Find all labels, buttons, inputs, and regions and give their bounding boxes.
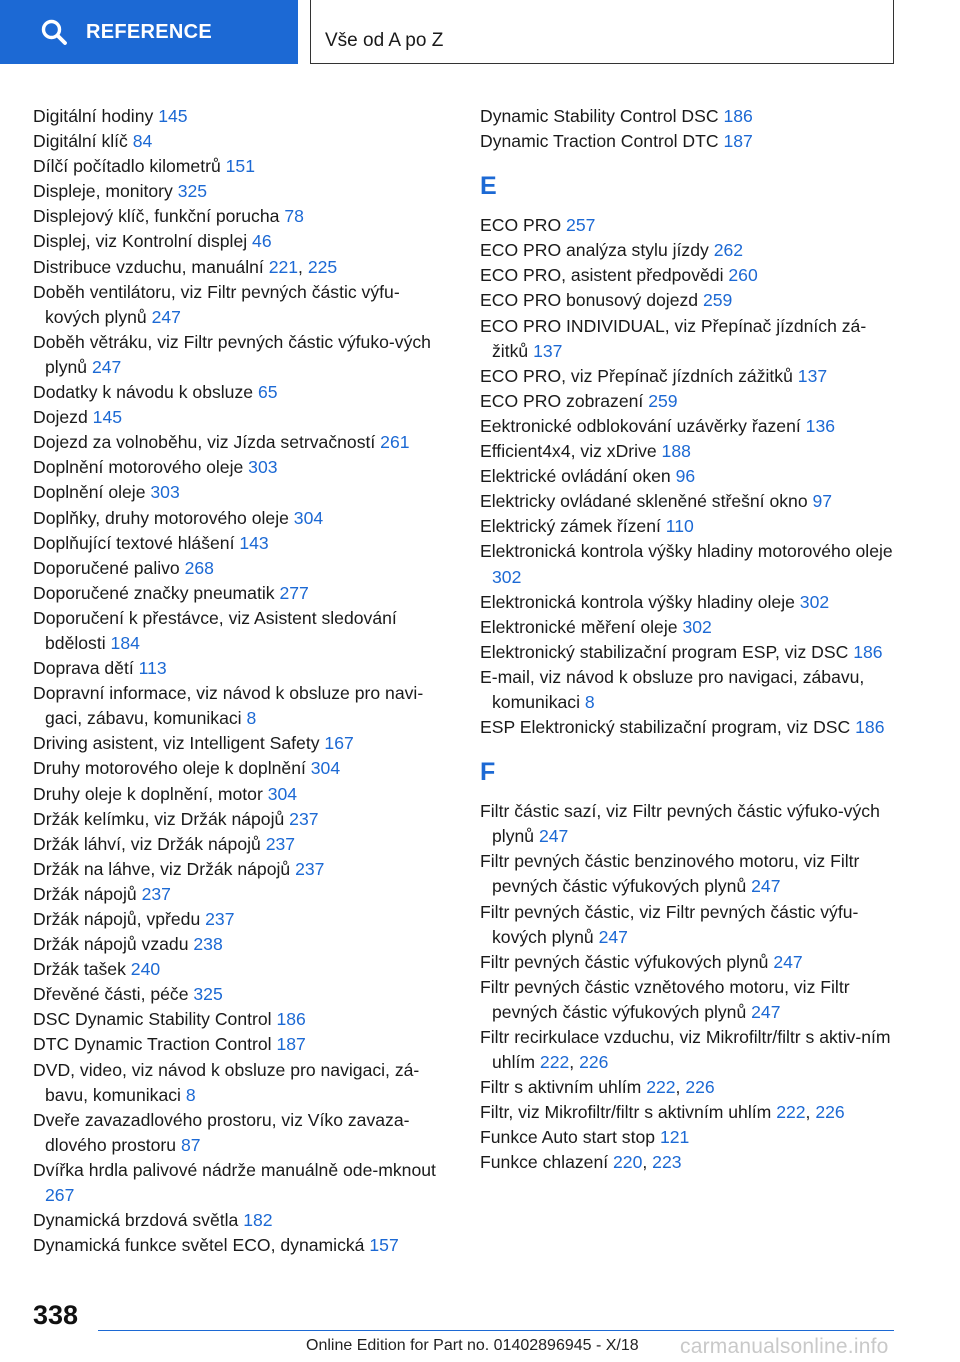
index-entry-text: Filtr, viz Mikrofiltr/filtr s aktivním uhlím xyxy=(480,1102,777,1123)
page-link[interactable]: 302 xyxy=(682,616,712,637)
page-link[interactable]: 221 xyxy=(268,256,299,277)
page-link[interactable]: 262 xyxy=(713,240,744,261)
index-entry-text: Držák tašek xyxy=(33,959,131,980)
index-entry-text: Dojezd za volnoběhu, viz Jízda setrvačností xyxy=(33,432,381,453)
index-entry-text: Distribuce vzduchu, manuální xyxy=(33,256,269,277)
index-entry xyxy=(480,489,900,514)
index-entry xyxy=(33,1032,453,1057)
index-entry: Filtr recirkulace vzduchu, viz Mikrofiltr/filtr s aktiv‐ním uhlím 222, 226 xyxy=(480,1027,891,1073)
index-entry: Funkce chlazení 220, 223 xyxy=(480,1152,682,1173)
page-link[interactable]: 8 xyxy=(584,691,595,712)
page-link[interactable]: 302 xyxy=(799,591,830,612)
page-link[interactable]: 247 xyxy=(151,306,181,327)
index-entry-text: Elektronická kontrola výšky hladiny oleje xyxy=(480,591,800,612)
index-entry xyxy=(33,932,453,957)
page-link[interactable]: 237 xyxy=(205,909,235,929)
page-link[interactable]: 304 xyxy=(310,758,341,779)
index-entry xyxy=(480,129,900,154)
page-link[interactable]: 113 xyxy=(138,658,167,679)
index-entry-text: Eektronické odblokování uzávěrky řazení xyxy=(480,415,806,436)
index-entry-text: Dodatky k návodu k obsluze xyxy=(33,382,258,403)
index-entry xyxy=(33,982,453,1007)
index-entry xyxy=(33,1108,453,1158)
page-link[interactable]: 277 xyxy=(279,582,309,603)
index-entry xyxy=(33,330,453,380)
index-entry xyxy=(480,414,900,439)
index-entry xyxy=(480,389,900,414)
index-entry xyxy=(33,455,453,480)
index-entry-text: Driving asistent, viz Intelligent Safety xyxy=(33,733,325,754)
index-entry xyxy=(480,514,900,539)
index-entry-text: Elektricky ovládané skleněné střešní okno xyxy=(480,491,813,512)
index-entry xyxy=(33,731,453,756)
index-entry xyxy=(33,1058,453,1108)
index-entry xyxy=(480,900,900,950)
page-link[interactable]: 261 xyxy=(380,432,410,453)
index-entry xyxy=(480,715,900,740)
index-entry-text: Elektronický stabilizační program ESP, viz DSC xyxy=(480,641,854,662)
index-entry-text: Doběh větráku, viz Filtr pevných částic výfuko‐vých plynů xyxy=(33,331,431,377)
index-entry-text: Filtr s aktivním uhlím xyxy=(480,1077,647,1098)
page-link[interactable]: 247 xyxy=(91,356,122,377)
index-entry-text: ECO PRO xyxy=(480,215,567,236)
page-link[interactable]: 137 xyxy=(533,340,563,361)
page-link[interactable]: 325 xyxy=(193,984,223,1005)
page-link[interactable]: 8 xyxy=(185,1084,196,1105)
page-link[interactable]: 325 xyxy=(177,181,208,202)
footer-edition: Online Edition for Part no. 01402896945 - X/18 xyxy=(306,1337,639,1354)
page-number: 338 xyxy=(33,1300,79,1330)
index-entry-text: Elektronické měření oleje xyxy=(480,616,683,637)
index-entry-text: Držák láhví, viz Držák nápojů xyxy=(33,833,266,854)
section-tab-title: Vše od A po Z xyxy=(325,30,444,51)
index-entry xyxy=(33,229,453,254)
index-entry xyxy=(480,539,900,589)
page-link[interactable]: 222 xyxy=(646,1077,676,1098)
page-link[interactable]: 186 xyxy=(853,641,883,662)
index-entry xyxy=(33,204,453,229)
index-entry-text: Doběh ventilátoru, viz Filtr pevných částic výfu‐kových plynů xyxy=(33,281,400,327)
index-entry-text: Dopravní informace, viz návod k obsluze pro navi‐gaci, zábavu, komunikaci xyxy=(33,683,424,729)
page-link[interactable]: 96 xyxy=(675,466,696,487)
index-entry-text: Digitální klíč xyxy=(33,131,133,152)
index-entry-text: Doporučené palivo xyxy=(33,557,185,578)
index-list-f xyxy=(480,799,900,1175)
index-entry-text: ECO PRO, viz Přepínač jízdních zážitků xyxy=(480,365,798,386)
index-list-d-continued xyxy=(480,104,900,154)
index-entry-text: Doplnění motorového oleje xyxy=(33,457,249,478)
page-link[interactable]: 268 xyxy=(184,557,214,578)
page-link[interactable]: 226 xyxy=(579,1052,609,1073)
index-entry xyxy=(33,756,453,781)
top-bar xyxy=(0,0,960,66)
index-list-d xyxy=(33,104,453,1258)
index-entry xyxy=(33,1208,453,1233)
page-link[interactable]: 225 xyxy=(307,256,338,277)
page-link[interactable]: 247 xyxy=(773,951,803,972)
index-entry-text: Funkce Auto start stop xyxy=(480,1127,660,1148)
index-entry-text: Doprava dětí xyxy=(33,658,139,679)
index-entry xyxy=(33,857,453,882)
page-link[interactable]: 237 xyxy=(265,833,296,854)
page-link[interactable]: 65 xyxy=(257,382,278,403)
index-entry xyxy=(33,380,453,405)
page-link[interactable]: 110 xyxy=(665,516,694,537)
index-entry xyxy=(33,681,453,731)
index-entry xyxy=(33,430,453,455)
index-entry xyxy=(480,849,900,899)
page-link[interactable]: 240 xyxy=(130,959,161,980)
page-link[interactable]: 304 xyxy=(293,507,324,528)
index-entry-text: Druhy oleje k doplnění, motor xyxy=(33,783,268,804)
index-entry xyxy=(480,439,900,464)
index-entry-text: Filtr částic sazí, viz Filtr pevných částic výfuko‐vých plynů xyxy=(480,801,880,847)
page-link[interactable]: 237 xyxy=(289,808,319,829)
page-link[interactable]: 8 xyxy=(246,708,257,729)
index-entry xyxy=(33,506,453,531)
page-link[interactable]: 46 xyxy=(252,231,272,252)
index-entry xyxy=(33,154,453,179)
index-entry-text: DTC Dynamic Traction Control xyxy=(33,1034,277,1055)
page-link[interactable]: 223 xyxy=(652,1152,682,1173)
index-entry xyxy=(480,640,900,665)
page-link[interactable]: 222 xyxy=(539,1052,570,1073)
index-entry-text: Elektrické ovládání oken xyxy=(480,466,676,487)
reference-button[interactable] xyxy=(0,0,298,64)
index-entry xyxy=(480,213,900,238)
page-link[interactable]: 145 xyxy=(158,106,188,126)
index-entry-text: Dvířka hrdla palivové nádrže manuálně ode‐mknout xyxy=(33,1159,436,1180)
index-entry-text: Displejový klíč, funkční porucha xyxy=(33,206,285,227)
index-entry-text: Displeje, monitory xyxy=(33,181,178,202)
page-link[interactable]: 259 xyxy=(702,290,733,311)
index-entry-text: Dveře zavazadlového prostoru, viz Víko zavaza‐dlového prostoru xyxy=(33,1109,410,1155)
page-link[interactable]: 78 xyxy=(284,206,304,227)
index-entry xyxy=(33,907,453,932)
index-entry-text: Elektrický zámek řízení xyxy=(480,516,666,537)
page-link[interactable]: 186 xyxy=(723,106,753,126)
index-entry-text: Filtr pevných částic výfukových plynů xyxy=(480,951,774,972)
page-link[interactable]: 237 xyxy=(295,858,325,879)
page-link[interactable]: 184 xyxy=(110,632,140,653)
index-entry xyxy=(33,606,453,656)
page-link[interactable]: 137 xyxy=(797,365,828,386)
index-entry xyxy=(480,975,900,1025)
page-link[interactable]: 247 xyxy=(751,876,781,897)
page-link[interactable]: 247 xyxy=(538,826,569,847)
index-entry-text: Doplňky, druhy motorového oleje xyxy=(33,507,294,528)
page-link[interactable]: 237 xyxy=(141,883,171,904)
page-link[interactable]: 188 xyxy=(661,441,691,462)
page-link[interactable]: 187 xyxy=(276,1034,306,1055)
index-entry-text: ECO PRO INDIVIDUAL, viz Přepínač jízdních zá‐žitků xyxy=(480,315,867,361)
index-entry-text: Druhy motorového oleje k doplnění xyxy=(33,758,311,779)
page-link[interactable]: 97 xyxy=(812,491,833,512)
index-entry-text: DSC Dynamic Stability Control xyxy=(33,1009,277,1030)
index-entry xyxy=(33,656,453,681)
index-entry-text: ECO PRO analýza stylu jízdy xyxy=(480,240,714,261)
page-link[interactable]: 186 xyxy=(276,1009,306,1030)
index-entry-text: Dojezd xyxy=(33,407,93,428)
index-entry: Distribuce vzduchu, manuální 221, 225 xyxy=(33,256,338,277)
page-link[interactable]: 303 xyxy=(150,482,180,503)
index-entry-text: Držák nápojů vzadu xyxy=(33,934,194,955)
index-entry xyxy=(480,104,900,129)
section-letter-f: F xyxy=(480,758,496,787)
index-entry xyxy=(33,531,453,556)
page-link[interactable]: 226 xyxy=(815,1102,845,1123)
index-entry xyxy=(33,581,453,606)
index-entry-text: Držák na láhve, viz Držák nápojů xyxy=(33,858,296,879)
index-entry-text: Dynamická funkce světel ECO, dynamická xyxy=(33,1235,370,1256)
index-entry-text: Držák kelímku, viz Držák nápojů xyxy=(33,808,290,829)
index-entry-text: Doplnění oleje xyxy=(33,482,151,503)
index-entry xyxy=(480,464,900,489)
index-entry xyxy=(480,665,900,715)
index-entry xyxy=(480,288,900,313)
page-link[interactable]: 260 xyxy=(728,265,758,286)
page-link[interactable]: 87 xyxy=(180,1134,201,1155)
index-entry-text: ESP Elektronický stabilizační program, viz DSC xyxy=(480,717,856,738)
index-entry xyxy=(480,263,900,288)
index-entry xyxy=(33,129,453,154)
index-entry xyxy=(33,832,453,857)
index-entry xyxy=(33,179,453,204)
index-entry-text: Dřevěné části, péče xyxy=(33,984,194,1005)
index-entry xyxy=(480,364,900,389)
page-link[interactable]: 247 xyxy=(751,1001,781,1022)
page-link[interactable]: 267 xyxy=(45,1185,75,1206)
index-entry xyxy=(33,957,453,982)
index-entry xyxy=(33,480,453,505)
index-entry-text: ECO PRO, asistent předpovědi xyxy=(480,265,729,286)
index-entry-text: Filtr recirkulace vzduchu, viz Mikrofiltr/filtr s aktiv‐ním uhlím xyxy=(480,1027,891,1073)
page-link[interactable]: 220 xyxy=(613,1152,643,1173)
page-link[interactable]: 167 xyxy=(324,733,354,754)
index-entry xyxy=(33,405,453,430)
index-entry-text: Dynamic Traction Control DTC xyxy=(480,131,724,152)
index-entry xyxy=(480,314,900,364)
index-entry-text: Displej, viz Kontrolní displej xyxy=(33,231,253,252)
page-link[interactable]: 304 xyxy=(267,783,298,804)
page-link[interactable]: 143 xyxy=(239,532,269,553)
index-entry xyxy=(33,1158,453,1208)
page-link[interactable]: 151 xyxy=(225,156,255,177)
index-entry xyxy=(33,782,453,807)
page-link[interactable]: 259 xyxy=(648,390,678,411)
page-link[interactable]: 136 xyxy=(805,415,836,436)
index-entry xyxy=(33,807,453,832)
index-entry xyxy=(33,556,453,581)
index-entry-text: E-mail, viz návod k obsluze pro navigaci, zábavu, komunikaci xyxy=(480,666,865,712)
index-entry xyxy=(33,882,453,907)
index-entry xyxy=(33,1233,453,1258)
index-entry xyxy=(33,1007,453,1032)
page-link[interactable]: 121 xyxy=(659,1127,690,1148)
index-entry xyxy=(33,104,453,129)
index-entry-text: Doplňující textové hlášení xyxy=(33,532,240,553)
page-link[interactable]: 182 xyxy=(243,1210,273,1231)
index-entry-text: Dynamic Stability Control DSC xyxy=(480,106,724,126)
page-link[interactable]: 187 xyxy=(723,131,753,152)
index-entry-text: Držák nápojů xyxy=(33,883,142,904)
section-tab[interactable] xyxy=(310,0,894,64)
index-entry-text: Digitální hodiny xyxy=(33,106,159,126)
index-entry-text: Dílčí počítadlo kilometrů xyxy=(33,156,226,177)
index-entry-text: Elektronická kontrola výšky hladiny motorového oleje xyxy=(480,541,893,562)
index-entry-text: Doporučení k přestávce, viz Asistent sledování bdělosti xyxy=(33,607,397,653)
index-entry xyxy=(33,280,453,330)
index-entry: Filtr s aktivním uhlím 222, 226 xyxy=(480,1077,715,1098)
reference-label: REFERENCE xyxy=(86,20,213,43)
page-link[interactable]: 247 xyxy=(598,926,628,947)
page-link[interactable]: 157 xyxy=(369,1235,399,1256)
page-link[interactable]: 303 xyxy=(248,457,278,478)
search-icon xyxy=(40,18,68,46)
index-entry xyxy=(480,238,900,263)
index-entry xyxy=(480,590,900,615)
index-column-right xyxy=(480,104,900,1176)
page-link[interactable]: 226 xyxy=(685,1077,715,1098)
index-entry-text: Efficient4x4, viz xDrive xyxy=(480,441,662,462)
page-link[interactable]: 84 xyxy=(132,131,153,152)
page-link[interactable]: 238 xyxy=(193,934,223,955)
index-entry-text: Filtr pevných částic, viz Filtr pevných částic výfu‐kových plynů xyxy=(480,901,859,947)
page-link[interactable]: 186 xyxy=(855,717,885,738)
page-link[interactable]: 257 xyxy=(566,215,596,236)
index-entry xyxy=(480,799,900,849)
index-entry-text: ECO PRO zobrazení xyxy=(480,390,649,411)
page-link[interactable]: 222 xyxy=(776,1102,806,1123)
index-entry xyxy=(480,615,900,640)
index-entry-text: Filtr pevných částic benzinového motoru, viz Filtr pevných částic výfukových plynů xyxy=(480,851,860,897)
watermark: carmanualsonline.info xyxy=(680,1335,889,1358)
footer-divider xyxy=(98,1330,894,1331)
page-link[interactable]: 145 xyxy=(92,407,123,428)
index-entry-text: Filtr pevných částic vznětového motoru, viz Filtr pevných částic výfukových plynů xyxy=(480,976,850,1022)
index-entry-text: Dynamická brzdová světla xyxy=(33,1210,244,1231)
index-entry-text: Doporučené značky pneumatik xyxy=(33,582,280,603)
page-link[interactable]: 302 xyxy=(492,566,522,587)
index-entry-text: Držák nápojů, vpředu xyxy=(33,909,206,929)
index-entry xyxy=(480,1125,900,1150)
index-list-e xyxy=(480,213,900,740)
index-entry xyxy=(480,950,900,975)
index-entry-text: Funkce chlazení xyxy=(480,1152,614,1173)
index-entry-text: DVD, video, viz návod k obsluze pro navigaci, zá‐bavu, komunikaci xyxy=(33,1059,420,1105)
index-entry-text: ECO PRO bonusový dojezd xyxy=(480,290,703,311)
index-column-left xyxy=(33,104,453,1258)
index-entry: Filtr, viz Mikrofiltr/filtr s aktivním uhlím 222, 226 xyxy=(480,1102,845,1123)
section-letter-e: E xyxy=(480,172,497,201)
